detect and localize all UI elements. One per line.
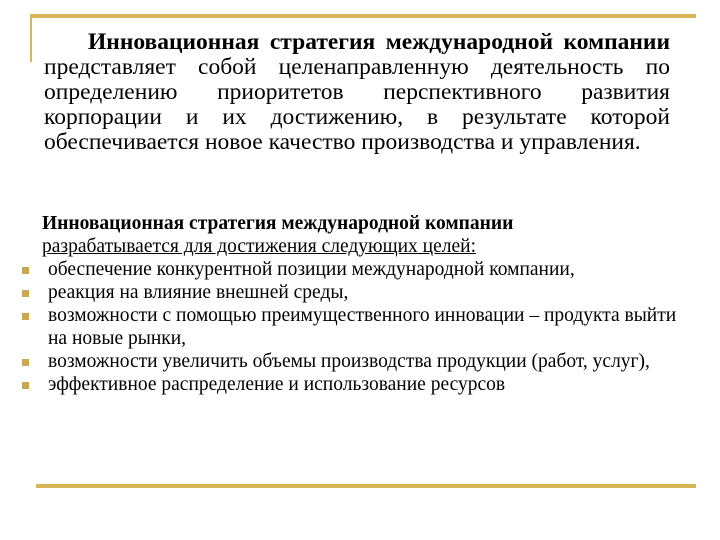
goal-item — [22, 281, 682, 304]
goal-item — [22, 373, 682, 396]
goal-item-text: возможности с помощью преимущественного инновации – продукта выйти на новые рынки, — [48, 305, 677, 349]
goal-item — [22, 350, 682, 373]
decorative-bottom-rule — [36, 484, 696, 488]
goals-heading-bold: Инновационная стратегия международной компании — [42, 213, 514, 234]
goal-item-text: возможности увеличить объемы производства продукции (работ, услуг), — [48, 351, 650, 372]
goals-list — [22, 258, 682, 396]
square-bullet-icon — [22, 382, 29, 389]
square-bullet-icon — [22, 359, 29, 366]
goals-section — [22, 212, 682, 396]
decorative-top-rule — [30, 14, 696, 18]
goal-item — [22, 304, 682, 350]
decorative-left-rule — [30, 14, 32, 62]
goals-heading-rest: разрабатывается для достижения следующих целей: — [42, 236, 477, 257]
intro-text: представляет собой целенаправленную деятельность по определению приоритетов перспективного развития корпорации и их достижению, в результате которой обеспечивается новое качество производства и управления. — [44, 54, 670, 155]
goal-item-text: эффективное распределение и использование ресурсов — [48, 374, 506, 395]
goal-item-text: реакция на влияние внешней среды, — [48, 282, 349, 303]
square-bullet-icon — [22, 313, 29, 320]
intro-bold-term: Инновационная стратегия международной компании — [88, 29, 670, 55]
goal-item-text: обеспечение конкурентной позиции международной компании, — [48, 259, 575, 280]
square-bullet-icon — [22, 290, 29, 297]
goal-item — [22, 258, 682, 281]
goals-heading — [42, 212, 682, 258]
intro-paragraph — [44, 30, 670, 155]
square-bullet-icon — [22, 267, 29, 274]
